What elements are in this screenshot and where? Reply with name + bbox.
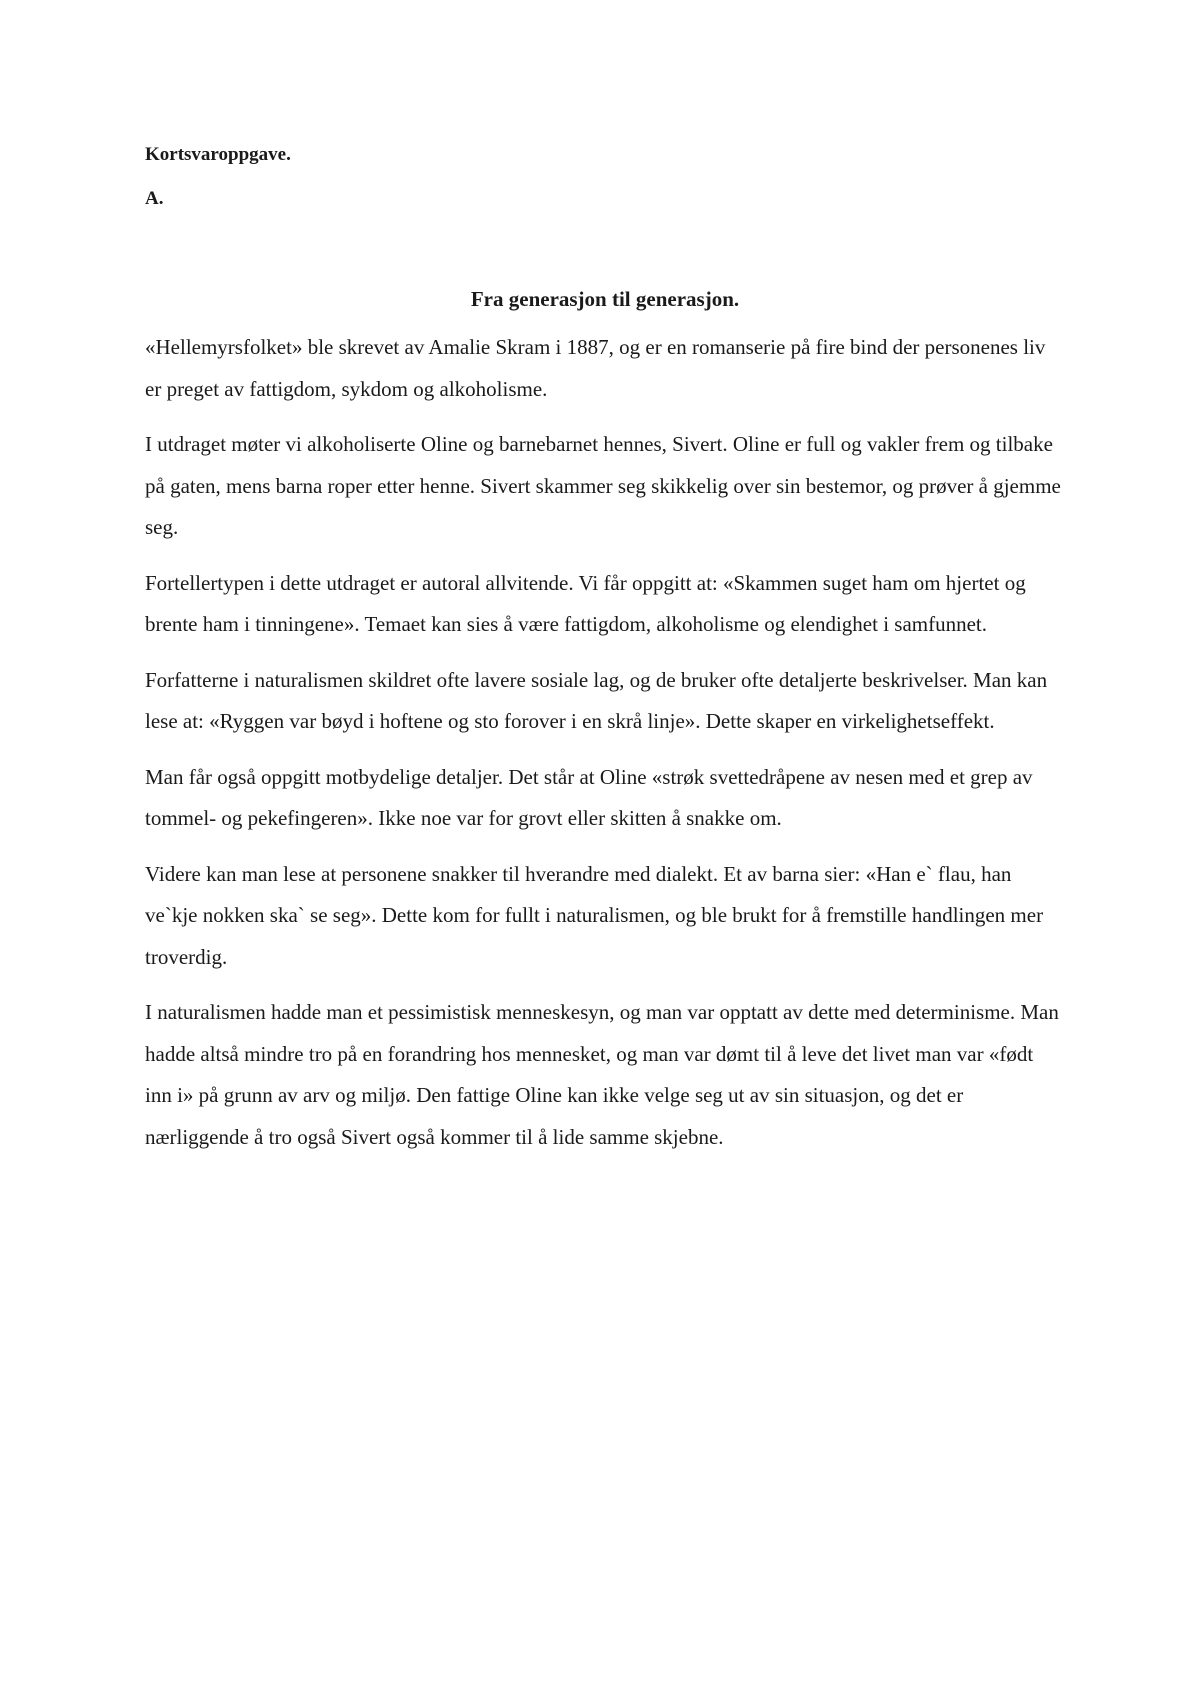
paragraph: Man får også oppgitt motbydelige detaljer. Det står at Oline «strøk svettedråpene av nesen med et grep av tommel- og pekefingeren». Ikke noe var for grovt eller skitten å snakke om. bbox=[145, 764, 1033, 830]
paragraph: I naturalismen hadde man et pessimistisk menneskesyn, og man var opptatt av dette med determinisme. Man hadde altså mindre tro på en forandring hos mennesket, og man var dømt til å leve det livet man var «født inn i» på grunn av arv og miljø. Den fattige Oline kan ikke velge seg ut av sin situasjon, og det er nærliggende å tro også Sivert også kommer til å lide samme skjebne. bbox=[145, 1000, 1059, 1149]
paragraph: Videre kan man lese at personene snakker til hverandre med dialekt. Et av barna sier: «Han e` flau, han ve`kje nokken ska` se seg». Dette kom for fullt i naturalismen, og ble brukt for å fremstille handlingen mer troverdig. bbox=[145, 861, 1044, 969]
document-body bbox=[145, 142, 1065, 1172]
document-title: Fra generasjon til generasjon. bbox=[470, 287, 740, 311]
header-label: Kortsvaroppgave. bbox=[145, 144, 291, 165]
paragraph: «Hellemyrsfolket» ble skrevet av Amalie Skram i 1887, og er en romanserie på fire bind der personenes liv er preget av fattigdom, sykdom og alkoholisme. bbox=[145, 335, 1046, 401]
section-label: A. bbox=[145, 188, 164, 209]
paragraph: I utdraget møter vi alkoholiserte Oline og barnebarnet hennes, Sivert. Oline er full og vakler frem og tilbake på gaten, mens barna roper etter henne. Sivert skammer seg skikkelig over sin bestemor, og prøver å gjemme seg. bbox=[145, 432, 1061, 539]
paragraph: Forfatterne i naturalismen skildret ofte lavere sosiale lag, og de bruker ofte detaljerte beskrivelser. Man kan lese at: «Ryggen var bøyd i hoftene og sto forover i en skrå linje». Dette skaper en virkelighetseffekt. bbox=[145, 667, 1048, 733]
paragraph: Fortellertypen i dette utdraget er autoral allvitende. Vi får oppgitt at: «Skammen suget ham om hjertet og brente ham i tinningene». Temaet kan sies å være fattigdom, alkoholisme og elendighet i samfunnet. bbox=[145, 570, 1026, 636]
